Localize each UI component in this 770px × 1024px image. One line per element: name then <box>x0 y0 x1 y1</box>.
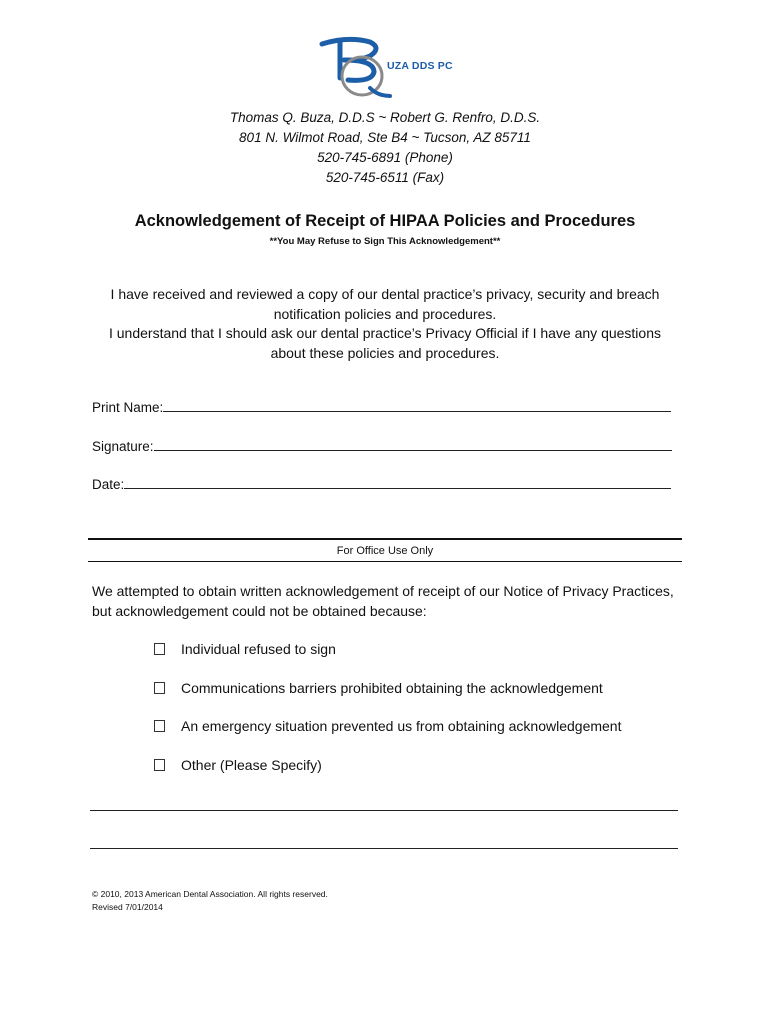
checkbox-icon[interactable] <box>154 759 165 771</box>
date-label: Date: <box>92 477 125 492</box>
signature-line[interactable] <box>154 449 672 451</box>
acknowledgement-statement <box>90 285 680 363</box>
statement-line-1: I have received and reviewed a copy of our dental practice’s privacy, security and breach notification policies and procedures. <box>110 286 660 322</box>
print-name-line[interactable] <box>163 410 671 412</box>
letterhead <box>0 108 770 188</box>
office-use-label: For Office Use Only <box>336 545 434 557</box>
phone-line: 520-745-6891 (Phone) <box>317 150 453 165</box>
signature-field[interactable] <box>92 439 672 454</box>
footer <box>92 888 328 913</box>
statement-line-2: I understand that I should ask our dental practice’s Privacy Official if I have any questions about these policies and procedures. <box>108 325 661 361</box>
option-emergency[interactable] <box>154 718 621 734</box>
office-top-rule <box>88 538 682 540</box>
revised-text: Revised 7/01/2014 <box>92 901 163 912</box>
option-other[interactable] <box>154 757 322 773</box>
fax-line: 520-745-6511 (Fax) <box>325 170 445 185</box>
checkbox-icon[interactable] <box>154 720 165 732</box>
specify-line-1[interactable] <box>90 810 678 811</box>
date-field[interactable] <box>92 477 671 492</box>
doctors-line: Thomas Q. Buza, D.D.S ~ Robert G. Renfro, D.D.S. <box>229 110 541 125</box>
print-name-field[interactable] <box>92 400 671 415</box>
option-communication-barriers[interactable] <box>154 680 603 696</box>
checkbox-icon[interactable] <box>154 682 165 694</box>
document-subtitle: **You May Refuse to Sign This Acknowledgement** <box>269 236 501 247</box>
document-title: Acknowledgement of Receipt of HIPAA Policies and Procedures <box>134 212 636 230</box>
copyright-text: © 2010, 2013 American Dental Association. All rights reserved. <box>92 889 328 899</box>
date-line[interactable] <box>124 487 671 489</box>
print-name-label: Print Name: <box>92 400 164 415</box>
office-bottom-rule <box>88 561 682 562</box>
option-label: Individual refused to sign <box>181 641 336 657</box>
option-label: Other (Please Specify) <box>181 757 322 773</box>
attempt-statement: We attempted to obtain written acknowledgement of receipt of our Notice of Privacy Practices, but acknowledgement could not be obtained because: <box>92 583 674 619</box>
logo-text: UZA DDS PC <box>387 60 453 72</box>
checkbox-icon[interactable] <box>154 643 165 655</box>
option-label: Communications barriers prohibited obtaining the acknowledgement <box>181 680 603 696</box>
specify-line-2[interactable] <box>90 848 678 849</box>
address-line: 801 N. Wilmot Road, Ste B4 ~ Tucson, AZ 85711 <box>239 130 531 145</box>
option-label: An emergency situation prevented us from obtaining acknowledgement <box>181 718 622 734</box>
option-refused[interactable] <box>154 641 336 657</box>
signature-label: Signature: <box>92 439 154 454</box>
